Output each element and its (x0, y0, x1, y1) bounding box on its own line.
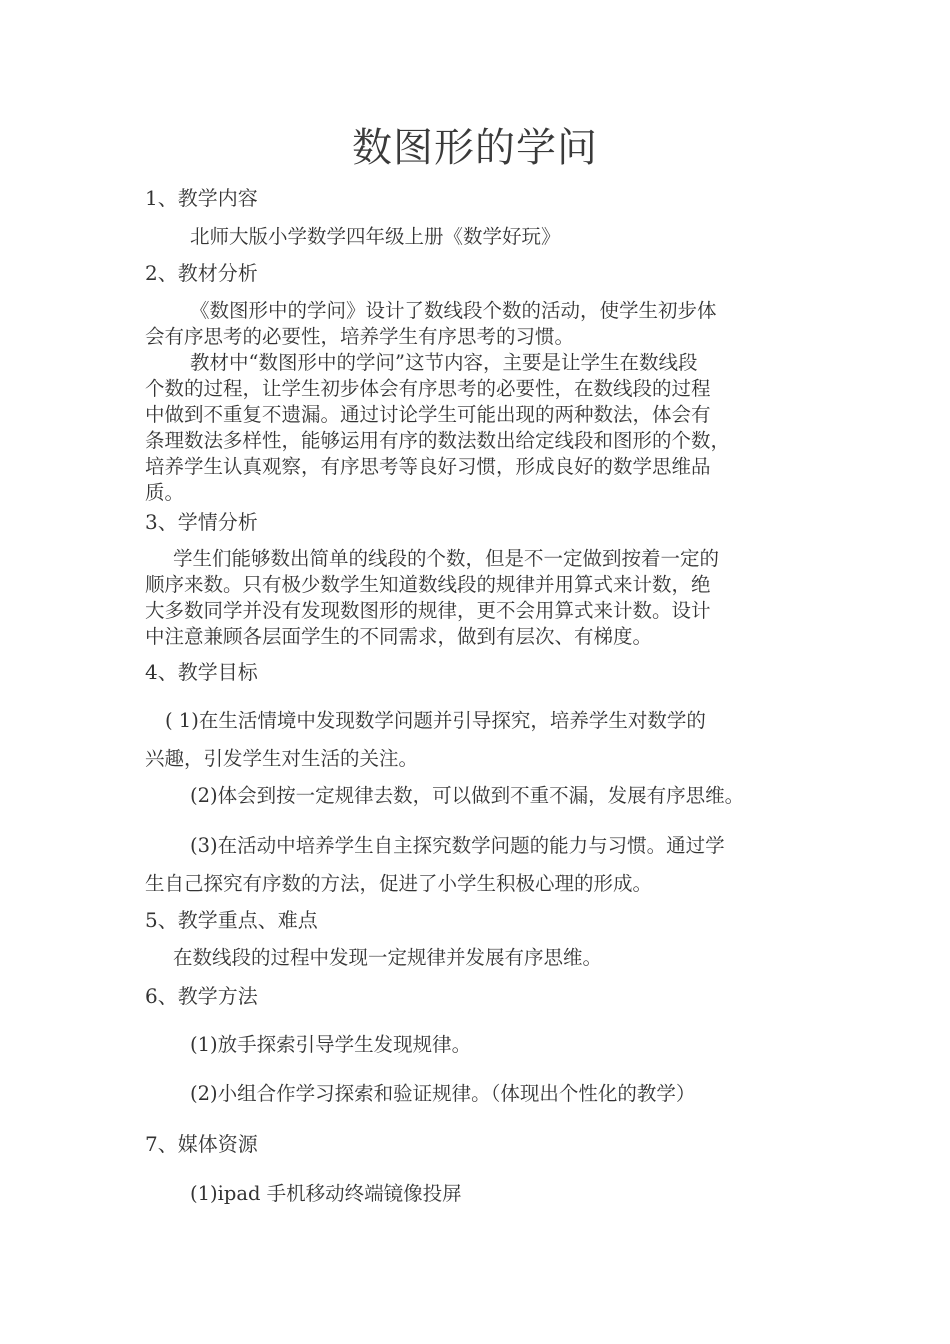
section-6-heading: 6、教学方法 (145, 984, 258, 1008)
section-2-line: 条理数法多样性，能够运用有序的数法数出给定线段和图形的个数， (145, 429, 731, 452)
section-2-line: 教材中“数图形中的学问”这节内容，主要是让学生在数线段 (190, 351, 698, 374)
method-2: (2)小组合作学习探索和验证规律。（体现出个性化的教学） (190, 1082, 696, 1105)
section-3-paragraph (145, 546, 810, 650)
section-3-line: 中注意兼顾各层面学生的不同需求，做到有层次、有梯度。 (145, 625, 653, 648)
goal-3-line-a: (3)在活动中培养学生自主探究数学问题的能力与习惯。通过学 (190, 834, 725, 857)
section-2-line: 会有序思考的必要性，培养学生有序思考的习惯。 (145, 325, 575, 348)
section-2-line: 《数图形中的学问》设计了数线段个数的活动，使学生初步体 (190, 299, 717, 322)
goal-1-line-a: ( 1)在生活情境中发现数学问题并引导探究，培养学生对数学的 (165, 709, 706, 732)
section-5-text: 在数线段的过程中发现一定规律并发展有序思维。 (173, 946, 603, 969)
section-2-line: 个数的过程，让学生初步体会有序思考的必要性，在数线段的过程 (145, 377, 711, 400)
section-2-paragraph (145, 298, 810, 506)
goal-2: (2)体会到按一定规律去数，可以做到不重不漏，发展有序思维。 (190, 784, 745, 807)
section-3-heading: 3、学情分析 (145, 510, 258, 534)
section-2-heading: 2、教材分析 (145, 261, 258, 285)
section-1-text: 北师大版小学数学四年级上册《数学好玩》 (190, 225, 561, 248)
goal-3-line-b: 生自己探究有序数的方法，促进了小学生积极心理的形成。 (145, 872, 653, 895)
section-7-heading: 7、媒体资源 (145, 1132, 258, 1156)
method-1: (1)放手探索引导学生发现规律。 (190, 1033, 472, 1056)
page-title: 数图形的学问 (352, 125, 598, 171)
section-1-heading: 1、教学内容 (145, 186, 258, 210)
section-3-line: 顺序来数。只有极少数学生知道数线段的规律并用算式来计数，绝 (145, 573, 711, 596)
section-3-line: 大多数同学并没有发现数图形的规律，更不会用算式来计数。设计 (145, 599, 711, 622)
section-2-line: 中做到不重复不遗漏。通过讨论学生可能出现的两种数法，体会有 (145, 403, 711, 426)
section-5-heading: 5、教学重点、难点 (145, 908, 318, 932)
section-2-line: 培养学生认真观察，有序思考等良好习惯，形成良好的数学思维品 (145, 455, 711, 478)
section-2-line: 质。 (145, 481, 185, 504)
resource-1: (1)ipad 手机移动终端镜像投屏 (190, 1182, 462, 1205)
goal-1-line-b: 兴趣，引发学生对生活的关注。 (145, 747, 419, 770)
section-3-line: 学生们能够数出简单的线段的个数，但是不一定做到按着一定的 (173, 547, 720, 570)
section-4-heading: 4、教学目标 (145, 660, 258, 684)
